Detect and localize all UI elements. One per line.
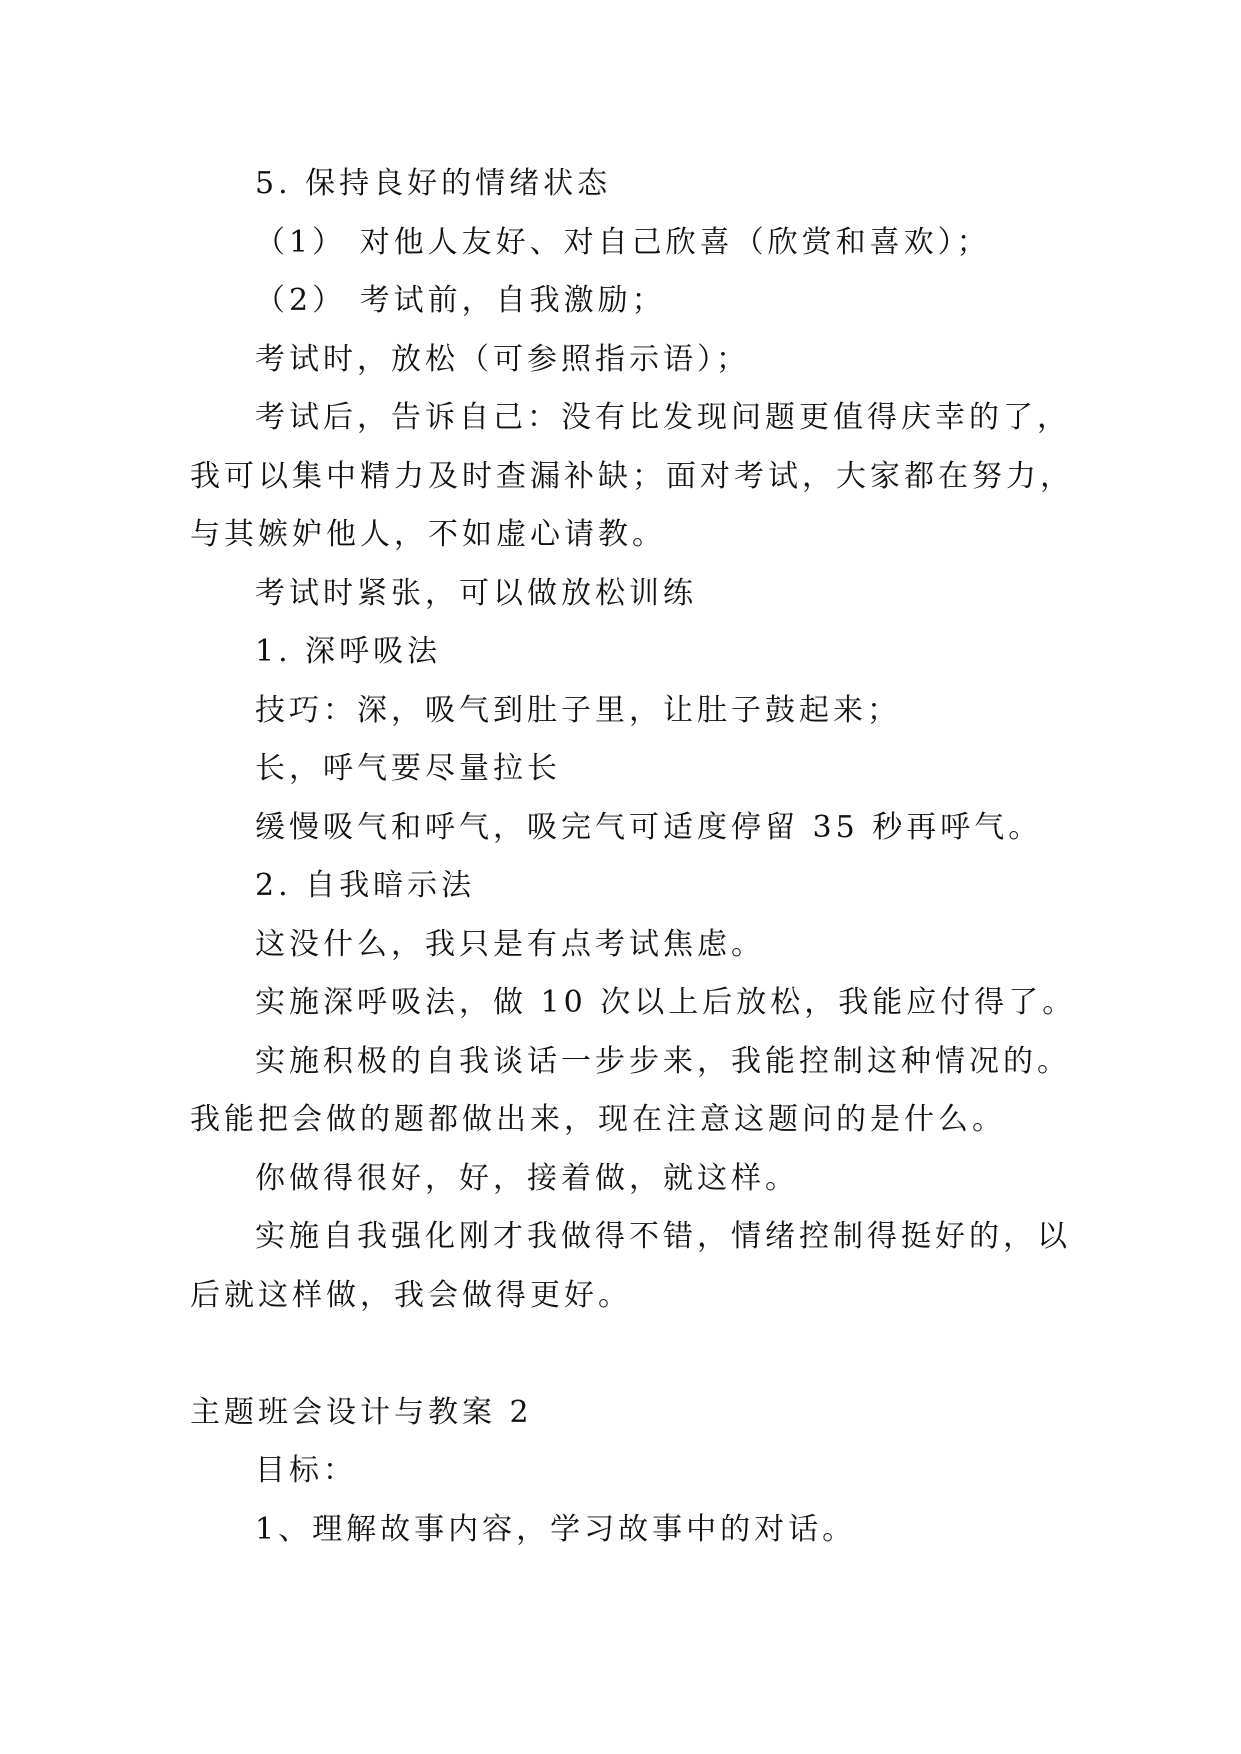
paragraph-line: （1） 对他人友好、对自己欣喜（欣赏和喜欢）； bbox=[255, 224, 991, 260]
paragraph bbox=[190, 740, 1120, 799]
paragraph-line: 考试时，放松（可参照指示语）； bbox=[255, 341, 750, 377]
paragraph-line: 2. 自我暗示法 bbox=[255, 868, 476, 903]
paragraph-line: 实施积极的自我谈话一步步来，我能控制这种情况的。 bbox=[255, 1043, 1071, 1079]
paragraph-line: 实施自我强化刚才我做得不错，情绪控制得挺好的，以 bbox=[255, 1219, 1071, 1254]
paragraph bbox=[190, 1150, 1120, 1209]
paragraph bbox=[190, 682, 1120, 741]
paragraph bbox=[190, 1442, 1120, 1501]
paragraph-line: 技巧：深，吸气到肚子里，让肚子鼓起来； bbox=[255, 692, 901, 728]
paragraph-line: 1、理解故事内容，学习故事中的对话。 bbox=[255, 1511, 857, 1547]
paragraph bbox=[190, 389, 1120, 565]
paragraph bbox=[190, 623, 1120, 682]
paragraph-line: 我可以集中精力及时查漏补缺；面对考试，大家都在努力， bbox=[190, 458, 1074, 494]
paragraph-line: 缓慢吸气和呼气，吸完气可适度停留 35 秒再呼气。 bbox=[255, 809, 1043, 845]
paragraph bbox=[190, 1208, 1120, 1325]
paragraph-line: 与其嫉妒他人，不如虚心请教。 bbox=[190, 517, 666, 552]
paragraph-line: 5. 保持良好的情绪状态 bbox=[255, 166, 612, 201]
paragraph-line: 我能把会做的题都做出来，现在注意这题问的是什么。 bbox=[190, 1102, 1006, 1137]
paragraph-line: 你做得很好，好，接着做，就这样。 bbox=[255, 1160, 799, 1196]
paragraph-line: 实施深呼吸法，做 10 次以上后放松，我能应付得了。 bbox=[255, 985, 1077, 1020]
paragraph-line: 这没什么，我只是有点考试焦虑。 bbox=[255, 926, 765, 962]
paragraph-line: （2） 考试前，自我激励； bbox=[255, 283, 666, 318]
section-heading: 主题班会设计与教案 2 bbox=[190, 1394, 533, 1430]
paragraph-line: 1. 深呼吸法 bbox=[255, 634, 442, 669]
paragraph-line: 考试时紧张，可以做放松训练 bbox=[255, 575, 697, 611]
paragraph bbox=[190, 1033, 1120, 1150]
paragraph bbox=[190, 916, 1120, 975]
paragraph bbox=[190, 799, 1120, 858]
paragraph bbox=[190, 565, 1120, 624]
paragraph bbox=[190, 974, 1120, 1033]
paragraph-line: 考试后，告诉自己：没有比发现问题更值得庆幸的了， bbox=[255, 400, 1071, 435]
document-body bbox=[190, 155, 1120, 1559]
paragraph bbox=[190, 857, 1120, 916]
paragraph-line: 目标： bbox=[255, 1453, 357, 1488]
paragraph-line: 长，呼气要尽量拉长 bbox=[255, 751, 561, 786]
paragraph bbox=[190, 155, 1120, 214]
paragraph bbox=[190, 1501, 1120, 1560]
paragraph-line: 后就这样做，我会做得更好。 bbox=[190, 1277, 632, 1313]
paragraph bbox=[190, 214, 1120, 273]
paragraph bbox=[190, 272, 1120, 331]
paragraph bbox=[190, 331, 1120, 390]
blank-line bbox=[190, 1325, 1120, 1384]
